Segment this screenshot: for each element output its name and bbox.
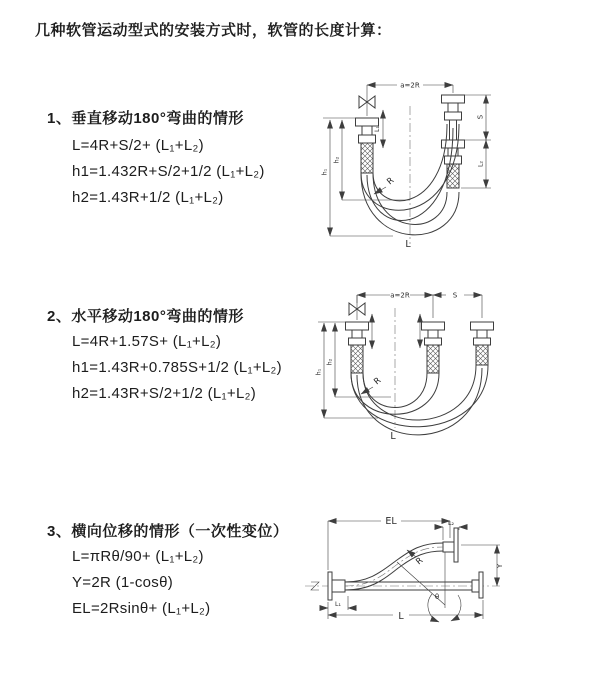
formula-l: L=4R+1.57S+ (L₁+L₂) [72, 333, 222, 350]
length-label: L [390, 431, 396, 442]
braided-hose [476, 345, 488, 365]
length-label: L [398, 611, 404, 622]
dim-span-label: a=2R [390, 291, 410, 300]
dim-fit-left-label: L₁ [374, 126, 381, 132]
flange-fitting-right [472, 572, 483, 598]
braided-hose [351, 345, 363, 373]
section-3-formulas [72, 544, 210, 622]
dim-fit-left-label: L₁ [335, 601, 341, 608]
diagram-horizontal-180-bend [303, 276, 600, 451]
dim-stroke-label: S [476, 114, 485, 120]
dim-offset-label: Y [496, 563, 504, 569]
section-1-heading: 1、垂直移动180°弯曲的情形 [47, 110, 244, 127]
radius-label: R [372, 375, 384, 388]
diagram-vertical-180-bend [305, 66, 600, 266]
formula-h1: h1=1.432R+S/2+1/2 (L₁+L₂) [72, 163, 265, 180]
flange-fitting-left [328, 572, 345, 600]
formula-h2: h2=1.43R+S/2+1/2 (L₁+L₂) [72, 385, 257, 402]
section-1-formulas [72, 133, 265, 211]
dimension-stroke [433, 292, 482, 300]
formula-h2: h2=1.43R+1/2 (L₁+L₂) [72, 189, 224, 206]
dim-fit-right-label: L₂ [477, 161, 485, 167]
dim-stroke-label: S [452, 291, 458, 300]
dimension-span [367, 82, 453, 94]
section-2-formulas [72, 329, 282, 407]
dim-h1-label: h₁ [321, 168, 329, 176]
dimension-span [357, 292, 482, 319]
dim-h2-label: h₂ [326, 358, 334, 366]
dimension-fit-left [320, 596, 356, 610]
dimension-stroke [461, 95, 491, 188]
dimension-h1 [321, 118, 397, 236]
valve-icon [349, 295, 365, 320]
dim-fit-right-label: L₂ [448, 520, 454, 527]
angle-label: θ [434, 593, 440, 601]
dim-h2-label: h₂ [333, 156, 341, 164]
braided-hose [427, 345, 439, 373]
dim-h1-label: h₁ [315, 368, 323, 376]
formula-h1: h1=1.43R+0.785S+1/2 (L₁+L₂) [72, 359, 282, 376]
formula-l: L=4R+S/2+ (L₁+L₂) [72, 137, 204, 154]
length-label: L [405, 239, 411, 250]
formula-l: L=πRθ/90+ (L₁+L₂) [72, 548, 204, 565]
hose-curves [351, 365, 488, 435]
diagram-lateral-displacement [293, 500, 600, 650]
radius-leader [374, 176, 396, 194]
flange-fitting-left [346, 322, 369, 373]
flange-fitting-right [471, 322, 494, 365]
section-3-heading: 3、横向位移的情形（一次性变位） [47, 523, 289, 540]
flange-fitting-middle [422, 322, 445, 373]
formula-y: Y=2R (1-cosθ) [72, 574, 174, 591]
section-2-heading: 2、水平移动180°弯曲的情形 [47, 308, 244, 325]
braided-hose [361, 143, 373, 173]
radius-label: R [385, 175, 397, 188]
formula-el: EL=2Rsinθ+ (L₁+L₂) [72, 600, 211, 617]
dimension-h1 [316, 322, 379, 418]
radius-label: R [414, 555, 426, 568]
dimension-el [328, 516, 450, 570]
page-title: 几种软管运动型式的安装方式时，软管的长度计算： [35, 22, 392, 39]
dimension-fit-right [478, 140, 487, 188]
dim-span-label: a=2R [400, 81, 420, 90]
valve-icon [359, 85, 375, 116]
dimension-fit-right [435, 520, 467, 540]
dim-el-label: EL [385, 516, 397, 527]
hose-curves [345, 543, 443, 590]
